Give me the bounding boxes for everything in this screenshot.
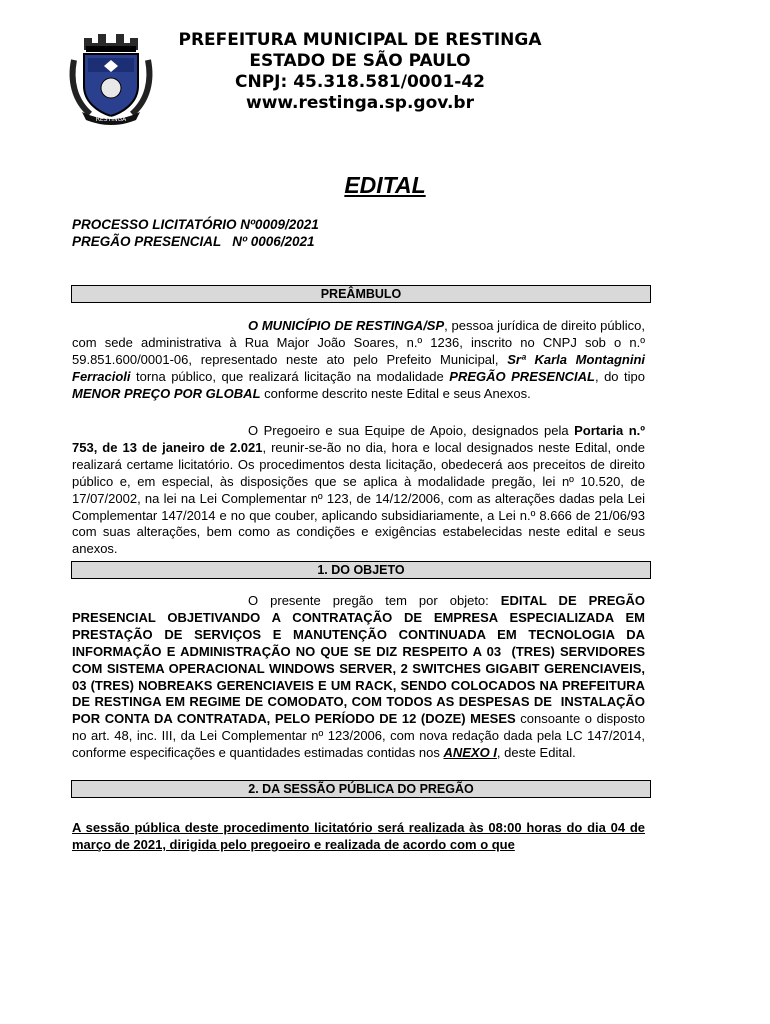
objeto-text: , deste Edital. xyxy=(496,745,576,761)
sessao-paragraph: A sessão pública deste procedimento licitatório será realizada às 08:00 horas do dia 04 de março de 2021, dirigida pelo pregoeiro e realizada de acordo com o que xyxy=(72,820,645,852)
cnpj: CNPJ: 45.318.581/0001-42 xyxy=(235,72,485,92)
preambulo-text: , reunir-se-ão no dia, hora e local designados neste Edital, onde realizará certame licitatório. Os procedimentos desta licitação, obedecerá aos preceitos de direito público e, em especial, às disposições que se aplica à modalidade pregão, lei nº 10.520, de 17/07/2002, na lei na Lei Complementar nº 123, de 14/12/2006, com as alterações dadas pela Lei Complementar 147/2014 e no que couber, aplicando subsidiariamente, a Lei n.º 8.666 de 21/06/93 com suas alterações, bem como as condições e exigências estabelecidas neste edital e seus anexos. xyxy=(72,439,645,557)
mayor-name: Srª Karla Montagnini Ferracioli xyxy=(72,351,645,384)
modality: PREGÃO PRESENCIAL xyxy=(449,368,595,384)
objeto-paragraph xyxy=(72,593,649,762)
portaria-ref: Portaria n.º 753, de 13 de janeiro de 2.021 xyxy=(72,423,645,455)
section-heading-sessao: 2. DA SESSÃO PÚBLICA DO PREGÃO xyxy=(71,780,651,798)
letterhead xyxy=(150,30,570,114)
preambulo-text: O Pregoeiro e sua Equipe de Apoio, designados pela xyxy=(248,423,575,438)
preambulo-paragraph-2 xyxy=(72,423,645,558)
website[interactable]: www.restinga.sp.gov.br xyxy=(246,93,474,113)
document-title: EDITAL xyxy=(344,172,426,198)
pregao-number: PREGÃO PRESENCIAL Nº 0006/2021 xyxy=(72,234,315,249)
preambulo-text: , pessoa jurídica de direito público, com sede administrativa à Rua Major João Soares, n.º 1236, inscrito no CNPJ sob o n.º 59.851.600/0001-06, representado neste ato pelo Prefeito Municipal, xyxy=(72,318,645,367)
preambulo-text: , do tipo xyxy=(594,368,653,384)
preambulo-text: conforme descrito neste Edital e seus Anexos. xyxy=(260,385,531,401)
anexo-ref: ANEXO I xyxy=(443,745,497,761)
section-heading-objeto: 1. DO OBJETO xyxy=(71,561,651,579)
state-name: ESTADO DE SÃO PAULO xyxy=(249,51,471,71)
municipality-ref: O MUNICÍPIO DE RESTINGA/SP xyxy=(248,318,445,333)
objeto-text: consoante o disposto no art. 48, inc. III, da Lei Complementar nº 123/2006, com nova redação dada pela LC 147/2014, conforme especificações e quantidades estimadas contidas nos xyxy=(72,711,645,761)
municipal-crest-logo xyxy=(66,30,156,126)
preambulo-paragraph-1 xyxy=(72,318,653,403)
objeto-description: EDITAL DE PREGÃO PRESENCIAL OBJETIVANDO A CONTRATAÇÃO DE EMPRESA ESPECIALIZADA EM PRESTAÇÃO DE SERVIÇOS E MANUTENÇÃO CONTINUADA EM TECNOLOGIA DA INFORMAÇÃO E ADMINISTRAÇÃO NO QUE SE DIZ RESPEITO A 03 (TRES) SERVIDORES COM SISTEMA OPERACIONAL WINDOWS SERVER, 2 SWITCHES GIGABIT GERENCIAVEIS, 03 (TRES) NOBREAKS GERENCIAVEIS E UM RACK, SENDO COLOCADOS NA PREFEITURA DE RESTINGA EM REGIME DE COMODATO, COM TODOS AS DESPESAS DE INSTALAÇÃO POR CONTA DA CONTRATADA, PELO PERÍODO DE 12 (DOZE) MESES xyxy=(72,593,649,727)
process-number: PROCESSO LICITATÓRIO Nº0009/2021 xyxy=(72,217,319,232)
objeto-text: O presente pregão tem por objeto: xyxy=(248,593,501,608)
crest-ribbon-text: RESTINGA xyxy=(95,116,127,123)
process-info xyxy=(72,216,319,250)
type: MENOR PREÇO POR GLOBAL xyxy=(72,385,261,401)
municipality-name: PREFEITURA MUNICIPAL DE RESTINGA xyxy=(178,30,542,50)
preambulo-text: torna público, que realizará licitação na modalidade xyxy=(130,368,450,384)
section-heading-preambulo: PREÂMBULO xyxy=(71,285,651,303)
